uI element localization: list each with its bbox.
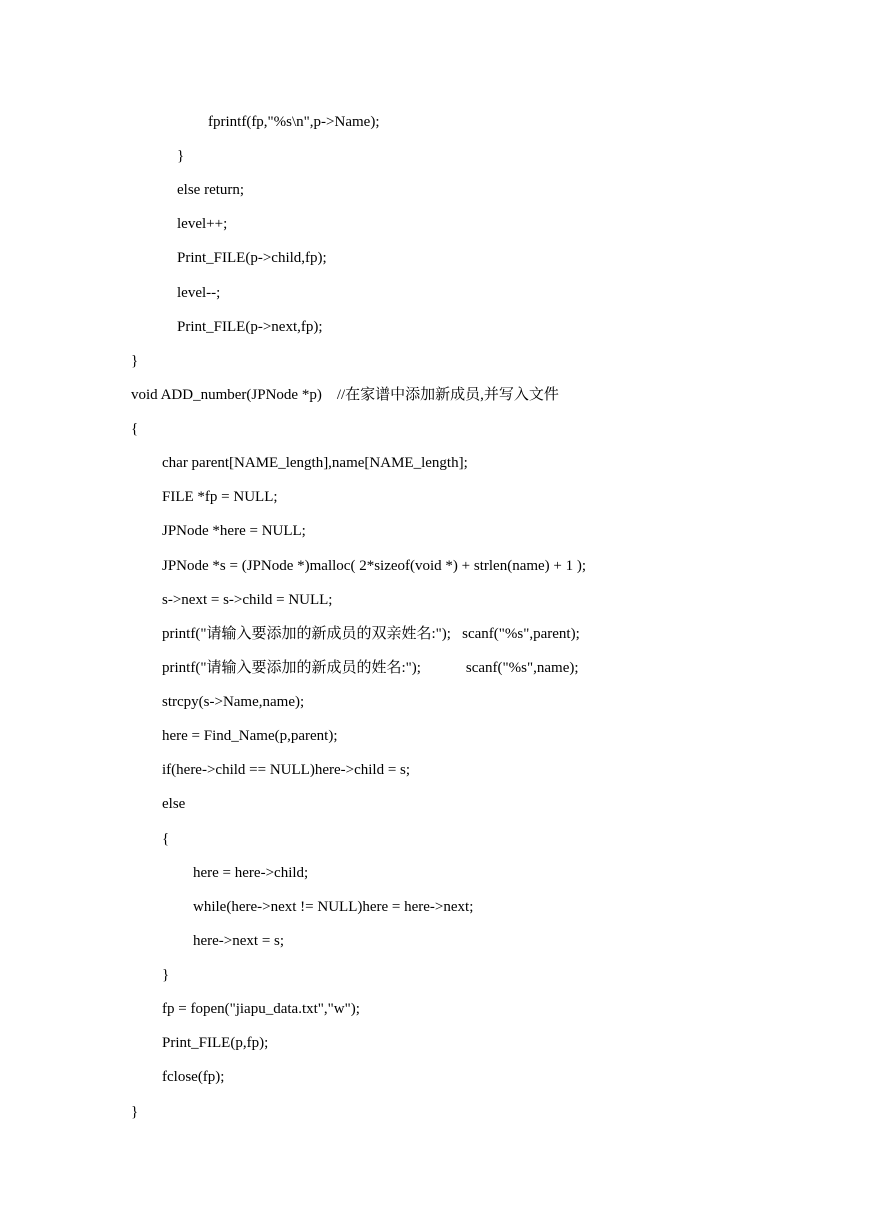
code-line: while(here->next != NULL)here = here->next; bbox=[193, 899, 474, 915]
code-line: printf("请输入要添加的新成员的姓名:"); scanf("%s",name); bbox=[162, 660, 579, 676]
code-line: here = Find_Name(p,parent); bbox=[162, 728, 338, 744]
code-line: } bbox=[131, 353, 139, 369]
code-line: printf("请输入要添加的新成员的双亲姓名:"); scanf("%s",parent); bbox=[162, 626, 580, 642]
code-line: level--; bbox=[177, 285, 221, 301]
code-line: JPNode *here = NULL; bbox=[162, 523, 306, 539]
code-line: here = here->child; bbox=[193, 865, 309, 881]
code-line: JPNode *s = (JPNode *)malloc( 2*sizeof(void *) + strlen(name) + 1 ); bbox=[162, 558, 587, 574]
code-line: char parent[NAME_length],name[NAME_length]; bbox=[162, 455, 468, 471]
code-line: strcpy(s->Name,name); bbox=[162, 694, 305, 710]
code-line: Print_FILE(p->next,fp); bbox=[177, 319, 323, 335]
code-line: s->next = s->child = NULL; bbox=[162, 592, 333, 608]
code-line: here->next = s; bbox=[193, 933, 285, 949]
code-line: Print_FILE(p->child,fp); bbox=[177, 250, 327, 266]
code-line: { bbox=[162, 831, 170, 847]
code-line: fp = fopen("jiapu_data.txt","w"); bbox=[162, 1001, 360, 1017]
code-line: if(here->child == NULL)here->child = s; bbox=[162, 762, 411, 778]
code-line: FILE *fp = NULL; bbox=[162, 489, 278, 505]
code-line: else return; bbox=[177, 182, 245, 198]
code-line: else bbox=[162, 796, 186, 812]
code-line: fprintf(fp,"%s\n",p->Name); bbox=[208, 114, 380, 130]
code-line: { bbox=[131, 421, 139, 437]
code-line: } bbox=[162, 967, 170, 983]
code-line: } bbox=[131, 1104, 139, 1120]
code-line: fclose(fp); bbox=[162, 1069, 225, 1085]
function-signature-line: void ADD_number(JPNode *p) //在家谱中添加新成员,并写入文件 bbox=[131, 387, 559, 403]
code-line: } bbox=[177, 148, 185, 164]
code-line: level++; bbox=[177, 216, 228, 232]
code-line: Print_FILE(p,fp); bbox=[162, 1035, 269, 1051]
